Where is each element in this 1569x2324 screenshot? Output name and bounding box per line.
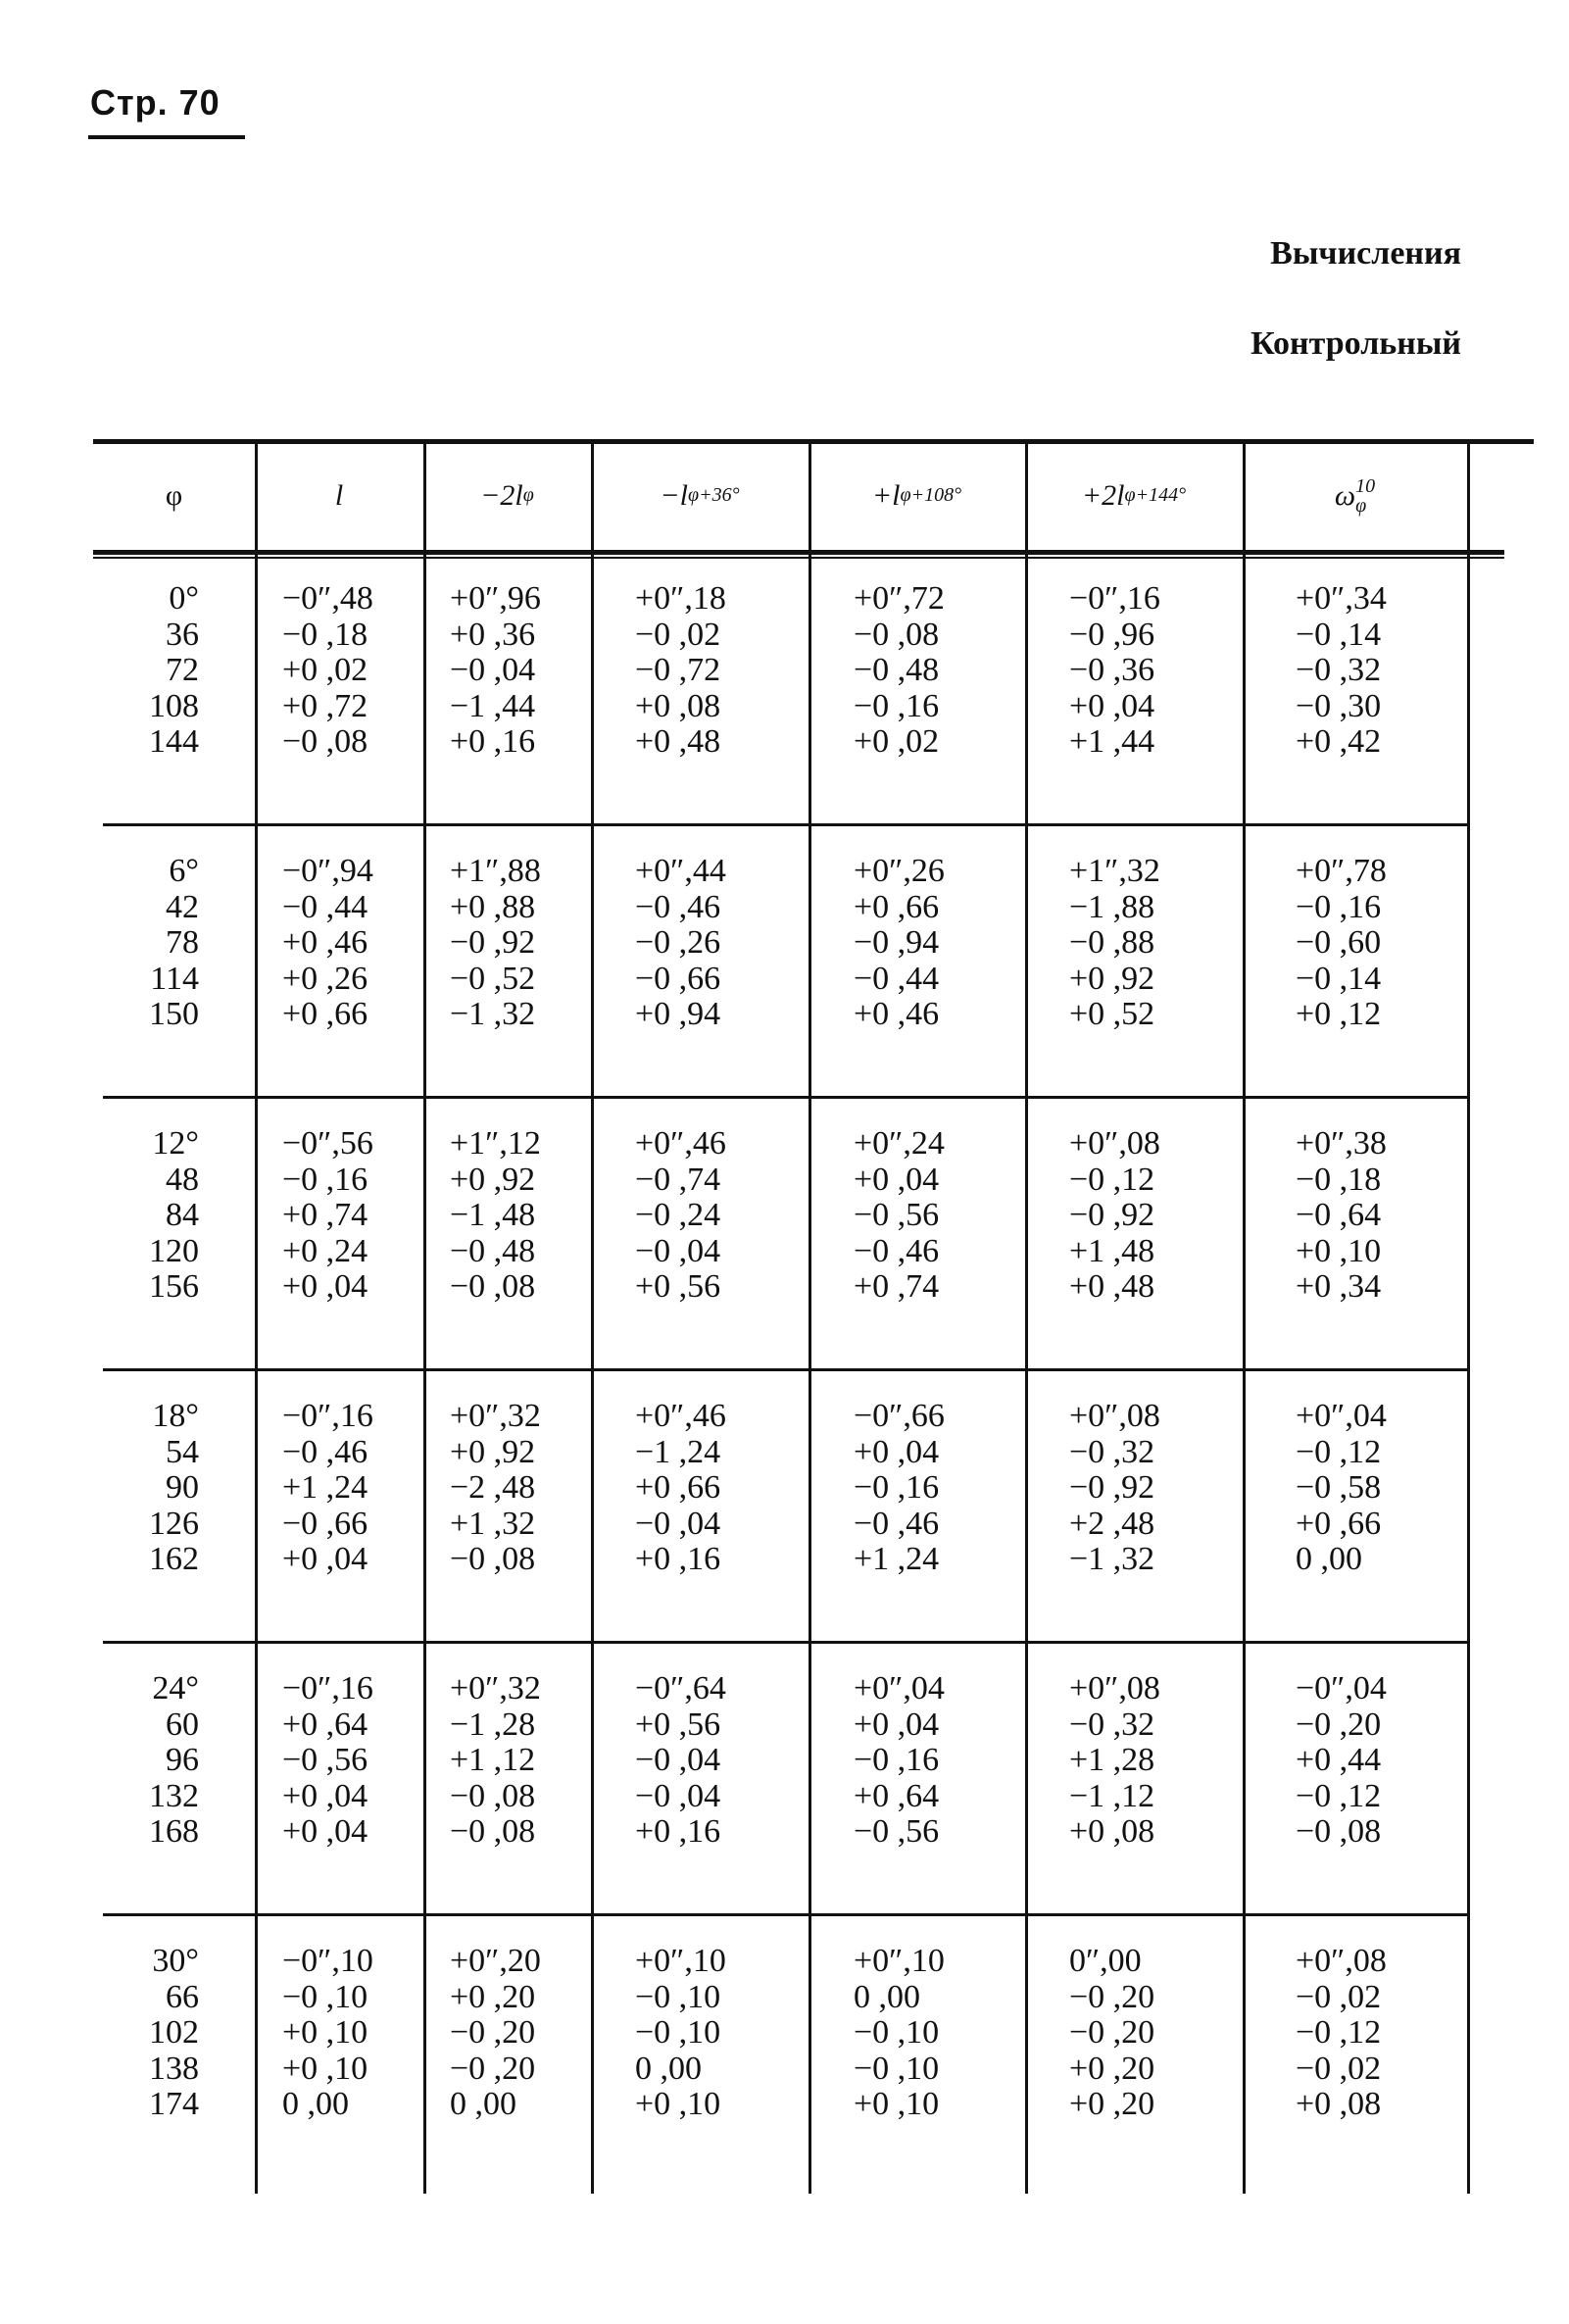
table-value: +0 ,10 <box>282 2050 368 2087</box>
group-2-c6-cell <box>1296 854 1462 1033</box>
group-6-c4-cell <box>854 1944 1020 2123</box>
table-value: 6° <box>169 853 199 889</box>
group-5-c2-cell <box>450 1671 597 1851</box>
table-value: +0 ,66 <box>1296 1505 1382 1542</box>
table-value: −0 ,04 <box>635 1505 721 1542</box>
table-value: 168 <box>149 1813 199 1850</box>
table-value: −0 ,96 <box>1069 616 1155 653</box>
table-value: 90 <box>166 1469 199 1506</box>
table-value: −0 ,02 <box>1296 2050 1382 2087</box>
table-value: −2 ,48 <box>450 1469 536 1506</box>
table-value: +0 ,12 <box>1296 996 1382 1032</box>
col-divider-5 <box>1025 439 1028 2194</box>
header-plus-l-108: +l φ+108° <box>871 478 962 512</box>
table-value: +0 ,10 <box>854 2086 940 2122</box>
table-value: 108 <box>149 687 199 724</box>
section-heading: Вычисления <box>1270 235 1461 272</box>
table-value: +1″,12 <box>450 1125 541 1162</box>
table-value: +0 ,26 <box>282 960 368 997</box>
table-value: −0 ,20 <box>1069 1978 1155 2015</box>
group-5-phi-cell <box>93 1671 199 1851</box>
group-3-l-cell <box>282 1126 429 1306</box>
table-value: +0 ,44 <box>1296 1742 1382 1778</box>
table-value: −0 ,44 <box>854 960 940 997</box>
table-value: 12° <box>152 1125 199 1162</box>
table-value: 144 <box>149 723 199 760</box>
header-phi: φ <box>165 478 183 512</box>
table-value: 0 ,00 <box>450 2086 516 2122</box>
group-2-c2-cell <box>450 854 597 1033</box>
header-minus-2l: −2l φ <box>480 478 534 512</box>
table-value: +0 ,24 <box>282 1232 368 1269</box>
table-value: +0 ,74 <box>282 1197 368 1233</box>
table-value: +0 ,92 <box>1069 960 1155 997</box>
table-value: 30° <box>152 1943 199 1979</box>
table-value: −0 ,12 <box>1296 2014 1382 2051</box>
table-value: −0″,66 <box>854 1398 945 1434</box>
table-value: +0″,26 <box>854 853 945 889</box>
table-value: −0 ,20 <box>450 2050 536 2087</box>
table-value: 102 <box>149 2014 199 2051</box>
table-value: +0″,18 <box>635 580 726 617</box>
table-value: −0 ,56 <box>854 1197 940 1233</box>
group-4-c4-cell <box>854 1399 1020 1578</box>
group-3-c2-cell <box>450 1126 597 1306</box>
table-value: 54 <box>166 1433 199 1470</box>
group-1-c6-cell <box>1296 581 1462 761</box>
table-value: −0 ,18 <box>1296 1161 1382 1198</box>
table-value: −0 ,12 <box>1296 1777 1382 1814</box>
table-value: −0 ,08 <box>282 723 368 760</box>
group-1-l-cell <box>282 581 429 761</box>
group-2-c4-cell <box>854 854 1020 1033</box>
table-value: −0″,16 <box>282 1670 373 1706</box>
group-4-c5-cell <box>1069 1399 1236 1578</box>
group-2-l-cell <box>282 854 429 1033</box>
table-value: 156 <box>149 1268 199 1305</box>
table-value: +0 ,04 <box>854 1433 940 1470</box>
group-4-c3-cell <box>635 1399 802 1578</box>
table-value: −0 ,92 <box>1069 1469 1155 1506</box>
table-value: −1 ,32 <box>1069 1541 1155 1577</box>
table-value: −0 ,60 <box>1296 924 1382 961</box>
table-value: −0 ,32 <box>1069 1706 1155 1743</box>
table-value: −0 ,10 <box>854 2014 940 2051</box>
table-value: −1 ,88 <box>1069 888 1155 925</box>
group-4-c6-cell <box>1296 1399 1462 1578</box>
group-6-c3-cell <box>635 1944 802 2123</box>
table-value: 0 ,00 <box>635 2050 702 2087</box>
table-value: +0 ,10 <box>282 2014 368 2051</box>
table-value: +0 ,08 <box>1069 1813 1155 1850</box>
table-value: −0 ,02 <box>635 616 721 653</box>
table-value: +0 ,10 <box>1296 1232 1382 1269</box>
group-1-c3-cell <box>635 581 802 761</box>
col-divider-6 <box>1243 439 1246 2194</box>
table-value: +0 ,36 <box>450 616 536 653</box>
group-3-c6-cell <box>1296 1126 1462 1306</box>
table-value: −1 ,48 <box>450 1197 536 1233</box>
group-3-c5-cell <box>1069 1126 1236 1306</box>
table-value: +0″,20 <box>450 1943 541 1979</box>
header-plus-2l-144: +2l φ+144° <box>1081 478 1187 512</box>
table-value: −0 ,02 <box>1296 1978 1382 2015</box>
table-value: +0 ,94 <box>635 996 721 1032</box>
table-value: +0 ,66 <box>854 888 940 925</box>
table-value: +0 ,48 <box>1069 1268 1155 1305</box>
group-2-c5-cell <box>1069 854 1236 1033</box>
table-value: +0″,34 <box>1296 580 1387 617</box>
table-value: −1 ,28 <box>450 1706 536 1743</box>
data-table <box>93 439 1534 2194</box>
table-value: +0 ,46 <box>282 924 368 961</box>
table-value: +1″,88 <box>450 853 541 889</box>
table-value: +0 ,42 <box>1296 723 1382 760</box>
table-value: −0 ,08 <box>450 1777 536 1814</box>
table-value: +0 ,74 <box>854 1268 940 1305</box>
group-3-phi-cell <box>93 1126 199 1306</box>
subsection-heading: Контрольный <box>1250 325 1461 362</box>
table-value: +0″,08 <box>1069 1125 1160 1162</box>
table-value: −0 ,88 <box>1069 924 1155 961</box>
table-value: −0″,16 <box>282 1398 373 1434</box>
group-3-c3-cell <box>635 1126 802 1306</box>
table-value: −0 ,18 <box>282 616 368 653</box>
table-value: −0 ,46 <box>282 1433 368 1470</box>
group-5-l-cell <box>282 1671 429 1851</box>
table-value: −0 ,12 <box>1296 1433 1382 1470</box>
table-value: 162 <box>149 1541 199 1577</box>
table-value: −0 ,16 <box>854 1469 940 1506</box>
table-value: 0 ,00 <box>854 1978 920 2015</box>
table-value: −0 ,08 <box>1296 1813 1382 1850</box>
table-value: −0 ,64 <box>1296 1197 1382 1233</box>
table-value: −0 ,14 <box>1296 616 1382 653</box>
table-value: +0 ,04 <box>854 1706 940 1743</box>
group-5-c3-cell <box>635 1671 802 1851</box>
table-value: −0 ,66 <box>282 1505 368 1542</box>
group-1-phi-cell <box>93 581 199 761</box>
group-1-c5-cell <box>1069 581 1236 761</box>
table-value: −0 ,26 <box>635 924 721 961</box>
table-value: +0″,10 <box>635 1943 726 1979</box>
header-minus-l-36: −l φ+36° <box>660 478 740 512</box>
group-6-l-cell <box>282 1944 429 2123</box>
group-5-c5-cell <box>1069 1671 1236 1851</box>
group-separator-5 <box>103 1913 1467 1916</box>
group-separator-1 <box>103 823 1467 826</box>
table-value: −0″,04 <box>1296 1670 1387 1706</box>
table-value: −0 ,04 <box>635 1777 721 1814</box>
table-value: −0 ,08 <box>450 1268 536 1305</box>
table-value: +0 ,92 <box>450 1161 536 1198</box>
table-value: +0″,24 <box>854 1125 945 1162</box>
group-1-c2-cell <box>450 581 597 761</box>
table-value: +0 ,08 <box>635 687 721 724</box>
table-value: +1″,32 <box>1069 853 1160 889</box>
table-value: −0 ,44 <box>282 888 368 925</box>
table-value: −0 ,10 <box>282 1978 368 2015</box>
table-value: +0″,46 <box>635 1398 726 1434</box>
table-value: −1 ,24 <box>635 1433 721 1470</box>
table-value: +1 ,48 <box>1069 1232 1155 1269</box>
group-6-c2-cell <box>450 1944 597 2123</box>
table-value: 150 <box>149 996 199 1032</box>
table-value: −0 ,20 <box>1069 2014 1155 2051</box>
table-value: +0 ,04 <box>282 1541 368 1577</box>
table-value: −0 ,48 <box>854 652 940 688</box>
table-value: −0 ,56 <box>282 1742 368 1778</box>
table-value: −0 ,48 <box>450 1232 536 1269</box>
group-2-c3-cell <box>635 854 802 1033</box>
group-6-c5-cell <box>1069 1944 1236 2123</box>
group-5-c6-cell <box>1296 1671 1462 1851</box>
table-value: +0″,38 <box>1296 1125 1387 1162</box>
table-value: 0″,00 <box>1069 1943 1142 1979</box>
group-3-c4-cell <box>854 1126 1020 1306</box>
table-value: +0 ,56 <box>635 1268 721 1305</box>
table-value: −0 ,10 <box>854 2050 940 2087</box>
table-value: −0 ,10 <box>635 2014 721 2051</box>
table-value: +0 ,72 <box>282 687 368 724</box>
table-value: +0 ,48 <box>635 723 721 760</box>
table-value: −0 ,32 <box>1296 652 1382 688</box>
table-value: −0″,56 <box>282 1125 373 1162</box>
page-number-underline <box>88 135 245 139</box>
table-value: −0 ,08 <box>854 616 940 653</box>
table-value: +0 ,64 <box>854 1777 940 1814</box>
table-value: +0 ,16 <box>635 1813 721 1850</box>
group-separator-3 <box>103 1368 1467 1371</box>
table-value: +0″,46 <box>635 1125 726 1162</box>
table-value: −0 ,20 <box>1296 1706 1382 1743</box>
table-value: 72 <box>166 652 199 688</box>
table-value: −0 ,04 <box>450 652 536 688</box>
table-value: +0″,32 <box>450 1670 541 1706</box>
table-value: 138 <box>149 2050 199 2087</box>
table-value: −0 ,04 <box>635 1232 721 1269</box>
table-value: −0 ,16 <box>282 1161 368 1198</box>
table-value: +0″,04 <box>1296 1398 1387 1434</box>
table-value: 174 <box>149 2086 199 2122</box>
group-4-phi-cell <box>93 1399 199 1578</box>
group-2-phi-cell <box>93 854 199 1033</box>
table-value: +0 ,56 <box>635 1706 721 1743</box>
table-value: −0 ,46 <box>854 1232 940 1269</box>
col-divider-4 <box>809 439 811 2194</box>
table-value: −0 ,92 <box>450 924 536 961</box>
group-4-c2-cell <box>450 1399 597 1578</box>
table-value: 24° <box>152 1670 199 1706</box>
table-value: +0 ,04 <box>282 1813 368 1850</box>
table-value: −0″,64 <box>635 1670 726 1706</box>
table-value: 48 <box>166 1161 199 1198</box>
table-value: +0 ,04 <box>1069 687 1155 724</box>
table-value: +0″,78 <box>1296 853 1387 889</box>
table-value: +1 ,32 <box>450 1505 536 1542</box>
table-value: 0° <box>169 580 199 617</box>
group-5-c4-cell <box>854 1671 1020 1851</box>
table-value: −0 ,92 <box>1069 1197 1155 1233</box>
table-value: −0 ,04 <box>635 1742 721 1778</box>
table-value: +1 ,24 <box>854 1541 940 1577</box>
table-value: −0 ,36 <box>1069 652 1155 688</box>
table-value: +0″,44 <box>635 853 726 889</box>
table-value: −0 ,08 <box>450 1541 536 1577</box>
table-value: −0 ,12 <box>1069 1161 1155 1198</box>
table-value: 96 <box>166 1742 199 1778</box>
table-value: +0 ,66 <box>635 1469 721 1506</box>
table-value: 114 <box>150 960 199 997</box>
table-value: −0 ,32 <box>1069 1433 1155 1470</box>
table-value: +1 ,24 <box>282 1469 368 1506</box>
table-value: −1 ,44 <box>450 687 536 724</box>
group-4-l-cell <box>282 1399 429 1578</box>
group-separator-4 <box>103 1641 1467 1644</box>
table-value: +0 ,08 <box>1296 2086 1382 2122</box>
table-value: +0 ,92 <box>450 1433 536 1470</box>
table-value: −0 ,16 <box>854 1742 940 1778</box>
group-1-c4-cell <box>854 581 1020 761</box>
table-value: +0 ,88 <box>450 888 536 925</box>
table-value: +1 ,28 <box>1069 1742 1155 1778</box>
table-value: +0″,10 <box>854 1943 945 1979</box>
table-value: +0 ,02 <box>854 723 940 760</box>
header-l: l <box>334 478 344 512</box>
table-value: −0 ,10 <box>635 1978 721 2015</box>
table-value: +0 ,64 <box>282 1706 368 1743</box>
table-value: +0″,32 <box>450 1398 541 1434</box>
table-value: +2 ,48 <box>1069 1505 1155 1542</box>
table-value: +0 ,34 <box>1296 1268 1382 1305</box>
table-value: −0 ,74 <box>635 1161 721 1198</box>
table-value: 0 ,00 <box>1296 1541 1362 1577</box>
table-value: +0 ,20 <box>1069 2050 1155 2087</box>
table-value: −0″,10 <box>282 1943 373 1979</box>
table-value: 0 ,00 <box>282 2086 349 2122</box>
table-value: +0″,96 <box>450 580 541 617</box>
group-6-phi-cell <box>93 1944 199 2123</box>
table-value: +0″,08 <box>1069 1670 1160 1706</box>
table-value: −1 ,32 <box>450 996 536 1032</box>
table-value: 120 <box>149 1232 199 1269</box>
table-value: +0″,04 <box>854 1670 945 1706</box>
table-value: −0 ,46 <box>635 888 721 925</box>
table-value: +0 ,66 <box>282 996 368 1032</box>
table-value: +1 ,12 <box>450 1742 536 1778</box>
table-value: −0 ,24 <box>635 1197 721 1233</box>
group-6-c6-cell <box>1296 1944 1462 2123</box>
col-divider-1 <box>255 439 258 2194</box>
table-value: +0 ,10 <box>635 2086 721 2122</box>
table-value: −0 ,30 <box>1296 687 1382 724</box>
table-value: +0 ,20 <box>450 1978 536 2015</box>
table-value: −0 ,94 <box>854 924 940 961</box>
table-value: +0 ,02 <box>282 652 368 688</box>
table-value: +0 ,16 <box>450 723 536 760</box>
table-value: +0″,08 <box>1069 1398 1160 1434</box>
table-value: +0 ,04 <box>282 1777 368 1814</box>
table-value: −0 ,16 <box>854 687 940 724</box>
table-value: +0 ,04 <box>282 1268 368 1305</box>
table-value: +0 ,46 <box>854 996 940 1032</box>
table-value: −0″,94 <box>282 853 373 889</box>
table-value: −0″,16 <box>1069 580 1160 617</box>
table-value: 84 <box>166 1197 199 1233</box>
table-value: +0 ,20 <box>1069 2086 1155 2122</box>
table-value: 60 <box>166 1706 199 1743</box>
table-value: −0 ,14 <box>1296 960 1382 997</box>
col-divider-7 <box>1467 439 1470 2194</box>
table-value: +0 ,04 <box>854 1161 940 1198</box>
table-value: 66 <box>166 1978 199 2015</box>
page-number: Стр. 70 <box>90 82 221 123</box>
table-value: −0 ,56 <box>854 1813 940 1850</box>
table-value: −0 ,66 <box>635 960 721 997</box>
table-value: 36 <box>166 616 199 653</box>
table-value: −0 ,58 <box>1296 1469 1382 1506</box>
header-bottom-rule-2 <box>93 557 1504 559</box>
table-value: 132 <box>149 1777 199 1814</box>
table-value: −0 ,52 <box>450 960 536 997</box>
table-value: 18° <box>152 1398 199 1434</box>
table-value: 78 <box>166 924 199 961</box>
table-value: +1 ,44 <box>1069 723 1155 760</box>
table-value: 42 <box>166 888 199 925</box>
table-value: −0 ,16 <box>1296 888 1382 925</box>
table-value: 126 <box>149 1505 199 1542</box>
table-value: −1 ,12 <box>1069 1777 1155 1814</box>
group-separator-2 <box>103 1096 1467 1099</box>
table-value: +0″,08 <box>1296 1943 1387 1979</box>
table-value: +0 ,16 <box>635 1541 721 1577</box>
table-value: −0″,48 <box>282 580 373 617</box>
header-omega: ω 10 φ <box>1334 474 1376 517</box>
table-value: +0 ,52 <box>1069 996 1155 1032</box>
table-value: −0 ,08 <box>450 1813 536 1850</box>
table-value: −0 ,20 <box>450 2014 536 2051</box>
table-value: −0 ,72 <box>635 652 721 688</box>
table-value: +0″,72 <box>854 580 945 617</box>
table-value: −0 ,46 <box>854 1505 940 1542</box>
